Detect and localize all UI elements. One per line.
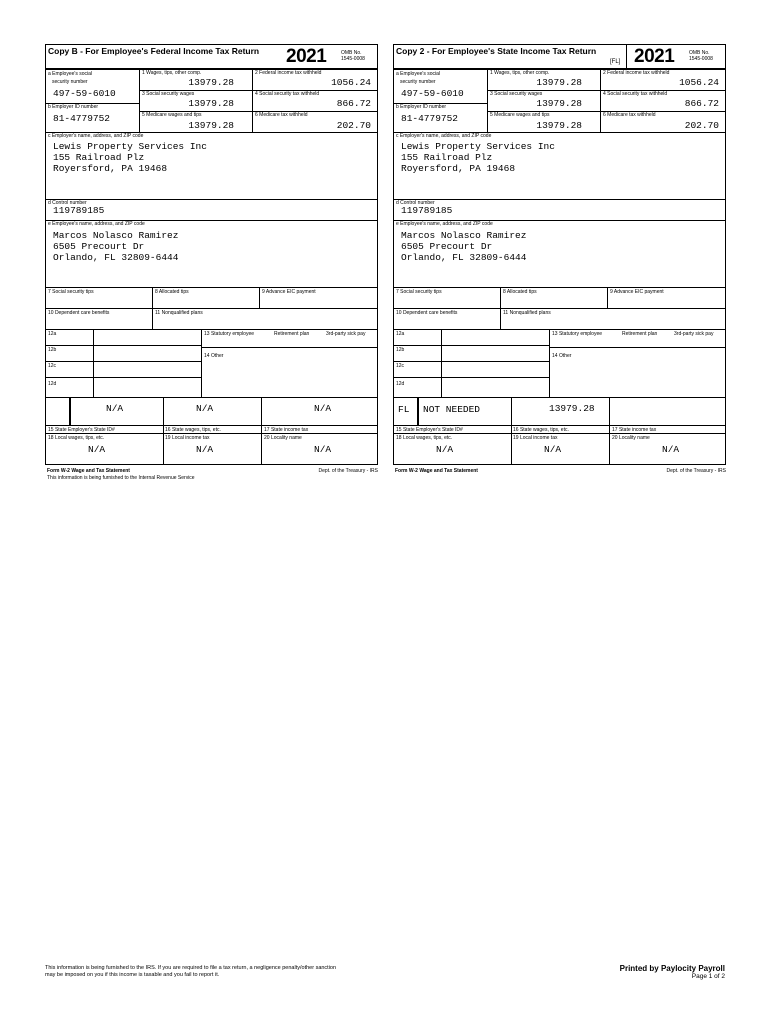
box-2-federal-tax: 2 Federal income tax withheld 1056.24: [600, 69, 726, 91]
box-1-wages: 1 Wages, tips, other comp. 13979.28: [139, 69, 253, 91]
box-12a-value: [441, 329, 550, 346]
box-a-ssn: a Employee's social security number 497-59-6010: [45, 69, 140, 104]
irs-notice-line-1: This information is being furnished to the IRS. If you are required to file a tax return, a negligence penalty/other sanction: [45, 965, 337, 971]
box-3-ss-wages: 3 Social security wages 13979.28: [139, 90, 253, 112]
box-7: 7 Social security tips: [45, 287, 153, 309]
box-19: 19 Local income tax N/A: [163, 433, 262, 465]
box-b-ein: b Employer ID number 81-4779752: [393, 103, 488, 133]
tax-year: 2021: [634, 46, 675, 67]
form-title: Copy B - For Employee's Federal Income Tax Return: [48, 46, 260, 56]
state-id-box: [70, 397, 164, 426]
box-4-ss-tax: 4 Social security tax withheld 866.72: [252, 90, 378, 112]
irs-notice-line-2: may be imposed on you if this income is taxable and you fail to report it.: [45, 972, 220, 978]
box-12b-value: [93, 345, 202, 362]
box-5-medicare-wages: 5 Medicare wages and tips 13979.28: [139, 111, 253, 133]
wages-value: 13979.28: [188, 77, 234, 88]
box-8: 8 Allocated tips: [152, 287, 260, 309]
state-tax-value: N/A: [314, 403, 332, 414]
state-tag: [FL]: [610, 59, 621, 65]
ein-value: 81-4779752: [53, 113, 111, 124]
box-3-ss-wages: 3 Social security wages 13979.28: [487, 90, 601, 112]
state-code-box: [45, 397, 71, 426]
box-11: 11 Nonqualified plans: [152, 308, 378, 330]
employer-street: 155 Railroad Plz: [53, 152, 145, 163]
state-id-box: [418, 397, 512, 426]
employer-name: Lewis Property Services Inc: [53, 141, 207, 152]
box-12c: 12c: [393, 361, 442, 378]
box-6-medicare-tax: 6 Medicare tax withheld 202.70: [600, 111, 726, 133]
control-number: 119789185: [53, 205, 105, 216]
box-19: 19 Local income tax N/A: [511, 433, 610, 465]
box-9: 9 Advance EIC payment: [607, 287, 726, 309]
federal-tax-value: 1056.24: [331, 77, 371, 88]
form-header: [45, 44, 378, 69]
form-footer-note: This information is being furnished to the Internal Revenue Service: [47, 475, 195, 481]
box-e-employee: e Employee's name, address, and ZIP code Marcos Nolasco Ramirez 6505 Precourt Dr Orlando, FL 32809-6444: [45, 220, 378, 288]
box-c-employer: c Employer's name, address, and ZIP code Lewis Property Services Inc 155 Railroad Plz Royersford, PA 19468: [45, 132, 378, 200]
box-12a: 12a: [393, 329, 442, 346]
box-20: 20 Locality name N/A: [261, 433, 378, 465]
box-14: 14 Other: [201, 347, 378, 398]
form-title: Copy 2 - For Employee's State Income Tax Return: [396, 46, 597, 56]
ssn-value: 497-59-6010: [53, 88, 116, 99]
form-footer-dept: Dept. of the Treasury - IRS: [318, 468, 378, 474]
box-13: 13 Statutory employee Retirement plan 3rd-party sick pay: [549, 329, 726, 348]
box-4-ss-tax: 4 Social security tax withheld 866.72: [600, 90, 726, 112]
state-wages-value: 13979.28: [549, 403, 595, 414]
state-code-value: FL: [398, 404, 410, 415]
box-14: 14 Other: [549, 347, 726, 398]
form-footer-dept: Dept. of the Treasury - IRS: [666, 468, 726, 474]
box-16-label: 16 State wages, tips, etc.: [163, 425, 262, 434]
box-12b: 12b: [45, 345, 94, 362]
employer-city: Royersford, PA 19468: [53, 163, 168, 174]
box-c-employer: c Employer's name, address, and ZIP code Lewis Property Services Inc 155 Railroad Plz Royersford, PA 19468: [393, 132, 726, 200]
box-15-label: 15 State Employer's State ID#: [393, 425, 512, 434]
box-11: 11 Nonqualified plans: [500, 308, 726, 330]
box-e-employee: e Employee's name, address, and ZIP code Marcos Nolasco Ramirez 6505 Precourt Dr Orlando, FL 32809-6444: [393, 220, 726, 288]
box-20: 20 Locality name N/A: [609, 433, 726, 465]
box-a-ssn: a Employee's social security number 497-59-6010: [393, 69, 488, 104]
box-12d-value: [441, 377, 550, 398]
box-7: 7 Social security tips: [393, 287, 501, 309]
form-footer-title: Form W-2 Wage and Tax Statement: [47, 468, 130, 474]
box-6-medicare-tax: 6 Medicare tax withheld 202.70: [252, 111, 378, 133]
tax-year: 2021: [286, 46, 327, 67]
employee-city: Orlando, FL 32809-6444: [53, 252, 179, 263]
box-12d-value: [93, 377, 202, 398]
box-17-label: 17 State income tax: [609, 425, 726, 434]
box-12b-value: [441, 345, 550, 362]
box-12c: 12c: [45, 361, 94, 378]
box-8: 8 Allocated tips: [500, 287, 608, 309]
box-12d: 12d: [393, 377, 442, 398]
box-b-ein: b Employer ID number 81-4779752: [45, 103, 140, 133]
ssn-value: 497-59-6010: [401, 88, 464, 99]
box-1-wages: 1 Wages, tips, other comp. 13979.28: [487, 69, 601, 91]
page-number: Page 1 of 2: [691, 973, 725, 980]
header-divider: [626, 45, 627, 70]
omb-number: OMB No. 1545-0008: [689, 50, 713, 62]
state-wages-value: N/A: [196, 403, 214, 414]
box-d-control: d Control number 119789185: [45, 199, 378, 221]
box-10: 10 Dependent care benefits: [393, 308, 501, 330]
state-id-value: N/A: [106, 403, 124, 414]
box-12c-value: [441, 361, 550, 378]
state-tax-box: [261, 397, 378, 426]
state-wages-box: [511, 397, 610, 426]
box-17-label: 17 State income tax: [261, 425, 378, 434]
box-12c-value: [93, 361, 202, 378]
employee-street: 6505 Precourt Dr: [53, 241, 145, 252]
box-12d: 12d: [45, 377, 94, 398]
employee-name: Marcos Nolasco Ramirez: [53, 230, 179, 241]
box-18: 18 Local wages, tips, etc. N/A: [393, 433, 512, 465]
box-5-medicare-wages: 5 Medicare wages and tips 13979.28: [487, 111, 601, 133]
box-12b: 12b: [393, 345, 442, 362]
box-12a: 12a: [45, 329, 94, 346]
form-footer-title: Form W-2 Wage and Tax Statement: [395, 468, 478, 474]
box-d-control: d Control number 119789185: [393, 199, 726, 221]
box-12a-value: [93, 329, 202, 346]
form-header: [393, 44, 726, 69]
printed-by: Printed by Paylocity Payroll: [619, 964, 725, 973]
box-18: 18 Local wages, tips, etc. N/A: [45, 433, 164, 465]
state-wages-box: [163, 397, 262, 426]
state-tax-box: [609, 397, 726, 426]
state-code-box: [393, 397, 419, 426]
box-2-federal-tax: 2 Federal income tax withheld 1056.24: [252, 69, 378, 91]
box-13: 13 Statutory employee Retirement plan 3rd-party sick pay: [201, 329, 378, 348]
omb-number: OMB No. 1545-0008: [341, 50, 365, 62]
box-9: 9 Advance EIC payment: [259, 287, 378, 309]
box-15-label: 15 State Employer's State ID#: [45, 425, 164, 434]
box-10: 10 Dependent care benefits: [45, 308, 153, 330]
box-16-label: 16 State wages, tips, etc.: [511, 425, 610, 434]
state-id-value: NOT NEEDED: [423, 404, 481, 415]
